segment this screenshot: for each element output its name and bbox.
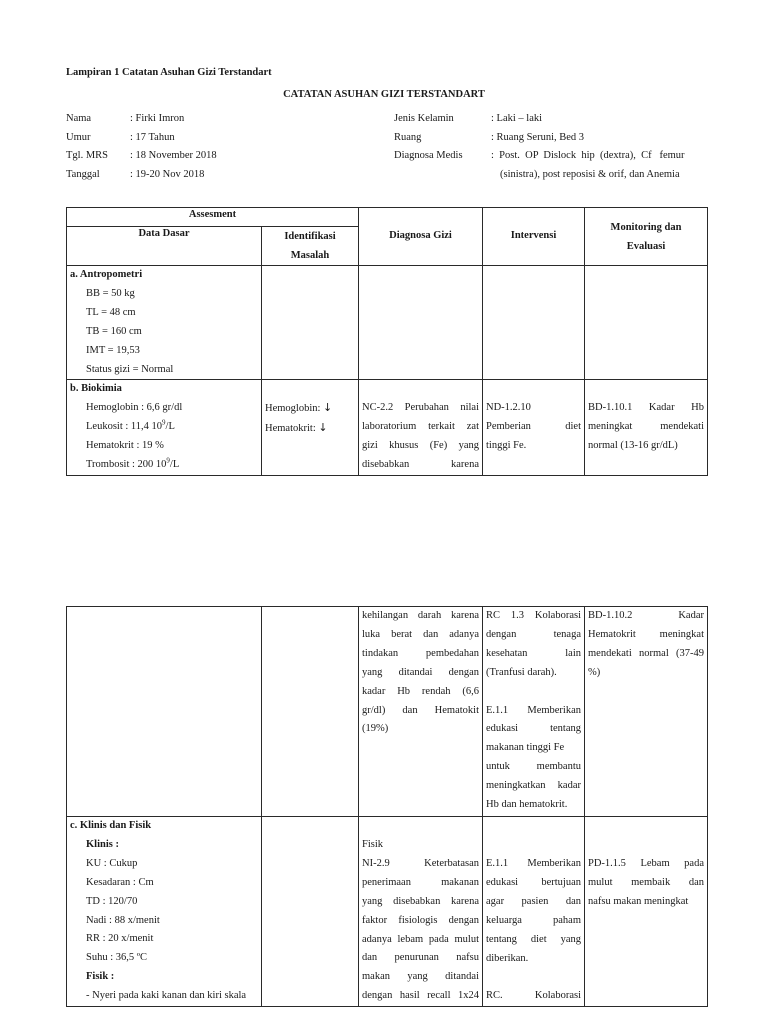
field-label: Ruang bbox=[394, 132, 422, 143]
intervensi-line: untuk membantu bbox=[486, 761, 581, 773]
field-label: Tgl. MRS bbox=[66, 150, 109, 161]
field-value: : 18 November 2018 bbox=[130, 150, 217, 161]
intervensi-line: dengan tenaga bbox=[486, 628, 581, 640]
monitoring-line: mulut membaik dan bbox=[588, 876, 704, 888]
klinis-intervensi bbox=[483, 817, 585, 1007]
diagnosa-line: kehilangan darah karena bbox=[362, 610, 479, 621]
intervensi-line: diberikan. bbox=[486, 952, 529, 964]
header-assesment: Assesment bbox=[67, 208, 359, 227]
intervensi-line: (Tranfusi darah). bbox=[486, 666, 557, 678]
biokimia-title: b. Biokimia bbox=[70, 383, 122, 395]
biokimia-item: Hemoglobin : 6,6 gr/dl bbox=[86, 402, 183, 414]
fisik-item: - Nyeri pada kaki kanan dan kiri skala bbox=[86, 990, 247, 1002]
monitoring-line: mendekati normal (37-49 bbox=[588, 647, 704, 659]
continuation-intervensi bbox=[483, 607, 585, 817]
diagnosa-line: faktor fisiologis dengan bbox=[362, 914, 479, 926]
biokimia-item: Trombosit : 200 $10^9/L$ bbox=[86, 456, 180, 471]
klinis-monitoring bbox=[585, 817, 708, 1007]
field-value: : Laki – laki bbox=[491, 113, 543, 124]
biokimia-item: Hematokrit : 19 % bbox=[86, 440, 164, 452]
diagnosa-line: makan yang ditandai bbox=[362, 971, 479, 983]
patient-room-row bbox=[394, 128, 585, 147]
patient-name-row bbox=[66, 109, 185, 128]
antropometri-item: TL = 48 cm bbox=[86, 306, 136, 318]
patient-gender-row bbox=[394, 109, 543, 128]
klinis-item: Nadi : 88 x/menit bbox=[86, 914, 160, 926]
diagnosa-line: (19%) bbox=[362, 723, 389, 735]
antropometri-item: TB = 160 cm bbox=[86, 325, 142, 337]
diagnosa-line: gizi khusus (Fe) yang bbox=[362, 440, 479, 452]
intervensi-line: edukasi tentang bbox=[486, 723, 581, 735]
patient-age-row bbox=[66, 128, 175, 147]
row-antropometri bbox=[67, 266, 708, 380]
diagnosa-line: kadar Hb rendah (6,6 bbox=[362, 685, 479, 697]
intervensi-line: makanan tinggi Fe bbox=[486, 742, 565, 754]
antropometri-title: a. Antropometri bbox=[70, 269, 143, 280]
hemoglobin-flag: Hemoglobin: ↓ bbox=[265, 401, 333, 415]
klinis-title: c. Klinis dan Fisik bbox=[70, 820, 152, 831]
fisik-subtitle: Fisik : bbox=[86, 971, 115, 983]
arrow-down-icon: ↓ bbox=[323, 401, 333, 415]
klinis-item: Suhu : 36,5 ºC bbox=[86, 952, 148, 964]
diagnosa-line: NI-2.9 Keterbatasan bbox=[362, 857, 479, 869]
care-table-part-1 bbox=[66, 207, 708, 476]
klinis-item: Kesadaran : Cm bbox=[86, 876, 154, 888]
continuation-monitoring bbox=[585, 607, 708, 817]
klinis-item: TD : 120/70 bbox=[86, 895, 138, 907]
row-biokimia bbox=[67, 380, 708, 476]
monitoring-line: BD-1.10.2 Kadar bbox=[588, 610, 704, 621]
header-intervensi: Intervensi bbox=[483, 208, 585, 266]
monitoring-line: PD-1.1.5 Lebam pada bbox=[588, 858, 704, 869]
header-monitoring: Monitoring dan Evaluasi bbox=[585, 208, 708, 266]
appendix-title: Lampiran 1 Catatan Asuhan Gizi Terstandart bbox=[66, 67, 272, 78]
intervensi-line: E.1.1 Memberikan bbox=[486, 704, 581, 716]
diagnosa-line: NC-2.2 Perubahan nilai bbox=[362, 402, 479, 414]
antropometri-item: Status gizi = Normal bbox=[86, 363, 174, 375]
antropometri-item: IMT = 19,53 bbox=[86, 344, 140, 356]
field-label: Diagnosa Medis bbox=[394, 150, 463, 161]
intervensi-line: tentang diet yang bbox=[486, 933, 581, 945]
intervensi-line: RC 1.3 Kolaborasi bbox=[486, 610, 581, 621]
diagnosa-line: adanya lebam pada mulut bbox=[362, 933, 479, 945]
field-value: : Post. OP Dislock hip (dextra), Cf femur bbox=[491, 150, 685, 161]
diagnosa-line: yang ditandai dengan bbox=[362, 666, 479, 678]
klinis-subtitle: Klinis : bbox=[86, 838, 119, 850]
field-value: : Firki Imron bbox=[130, 113, 185, 124]
intervensi-line: Hb dan hematokrit. bbox=[486, 799, 568, 811]
arrow-down-icon: ↓ bbox=[318, 421, 328, 435]
field-label: Nama bbox=[66, 113, 92, 124]
biokimia-item: Leukosit : 11,4 $10^9/L$ bbox=[86, 418, 175, 433]
header-data-dasar: Data Dasar bbox=[67, 227, 262, 266]
intervensi-line: keluarga paham bbox=[486, 914, 581, 926]
care-table-part-2 bbox=[66, 606, 708, 1007]
intervensi-line: edukasi bertujuan bbox=[486, 876, 581, 888]
row-klinis bbox=[67, 817, 708, 1007]
diagnosa-line: Fisik bbox=[362, 839, 384, 850]
field-value: : 19-20 Nov 2018 bbox=[130, 169, 205, 180]
patient-diagnosis-row bbox=[394, 146, 685, 165]
klinis-item: RR : 20 x/menit bbox=[86, 933, 154, 945]
document-title: CATATAN ASUHAN GIZI TERSTANDART bbox=[283, 89, 485, 100]
diagnosa-line: luka berat dan adanya bbox=[362, 628, 479, 640]
patient-date-row bbox=[66, 165, 205, 184]
monitoring-line: %) bbox=[588, 666, 601, 678]
biokimia-identifikasi bbox=[262, 380, 359, 476]
diagnosa-line: laboratorium terkait zat bbox=[362, 421, 479, 433]
biokimia-monitoring bbox=[585, 380, 708, 476]
intervensi-line: kesehatan lain bbox=[486, 647, 581, 659]
header-diagnosa: Diagnosa Gizi bbox=[359, 208, 483, 266]
antropometri-item: BB = 50 kg bbox=[86, 287, 135, 299]
diagnosa-line: dan penurunan nafsu bbox=[362, 952, 479, 964]
intervensi-line: ND-1.2.10 bbox=[486, 402, 531, 414]
monitoring-line: normal (13-16 gr/dL) bbox=[588, 440, 678, 452]
diagnosa-line: gr/dl) dan Hematokit bbox=[362, 704, 479, 716]
row-continuation bbox=[67, 607, 708, 817]
hematokrit-flag: Hematokrit: ↓ bbox=[265, 421, 328, 435]
monitoring-line: BD-1.10.1 Kadar Hb bbox=[588, 402, 704, 414]
antropometri-cell bbox=[67, 266, 262, 380]
field-label: Tanggal bbox=[66, 169, 100, 180]
klinis-cell bbox=[67, 817, 262, 1007]
intervensi-line: E.1.1 Memberikan bbox=[486, 858, 581, 869]
diagnosa-line: yang disebabkan karena bbox=[362, 895, 479, 907]
diagnosa-line: dengan hasil recall 1x24 bbox=[362, 990, 479, 1002]
field-label: Jenis Kelamin bbox=[394, 113, 454, 124]
monitoring-line: Hematokrit meningkat bbox=[588, 628, 704, 640]
klinis-item: KU : Cukup bbox=[86, 857, 138, 869]
field-label: Umur bbox=[66, 132, 91, 143]
intervensi-line: RC. Kolaborasi bbox=[486, 990, 581, 1002]
continuation-diagnosa bbox=[359, 607, 483, 817]
intervensi-line: meningkatkan kadar bbox=[486, 780, 581, 792]
monitoring-line: nafsu makan meningkat bbox=[588, 895, 689, 907]
klinis-diagnosa bbox=[359, 817, 483, 1007]
diagnosa-line: disebabkan karena bbox=[362, 459, 479, 471]
field-value: (sinistra), post reposisi & orif, dan Anemia bbox=[500, 169, 680, 180]
field-value: : 17 Tahun bbox=[130, 132, 175, 143]
biokimia-diagnosa bbox=[359, 380, 483, 476]
header-identifikasi: Identifikasi Masalah bbox=[262, 227, 359, 266]
biokimia-cell bbox=[67, 380, 262, 476]
field-value: : Ruang Seruni, Bed 3 bbox=[491, 132, 585, 143]
diagnosa-line: tindakan pembedahan bbox=[362, 647, 479, 659]
biokimia-intervensi bbox=[483, 380, 585, 476]
monitoring-line: meningkat mendekati bbox=[588, 421, 704, 433]
intervensi-line: agar pasien dan bbox=[486, 895, 581, 907]
diagnosa-line: penerimaan makanan bbox=[362, 876, 479, 888]
intervensi-line: tinggi Fe. bbox=[486, 440, 527, 452]
patient-admission-row bbox=[66, 146, 217, 165]
intervensi-line: Pemberian diet bbox=[486, 421, 581, 433]
